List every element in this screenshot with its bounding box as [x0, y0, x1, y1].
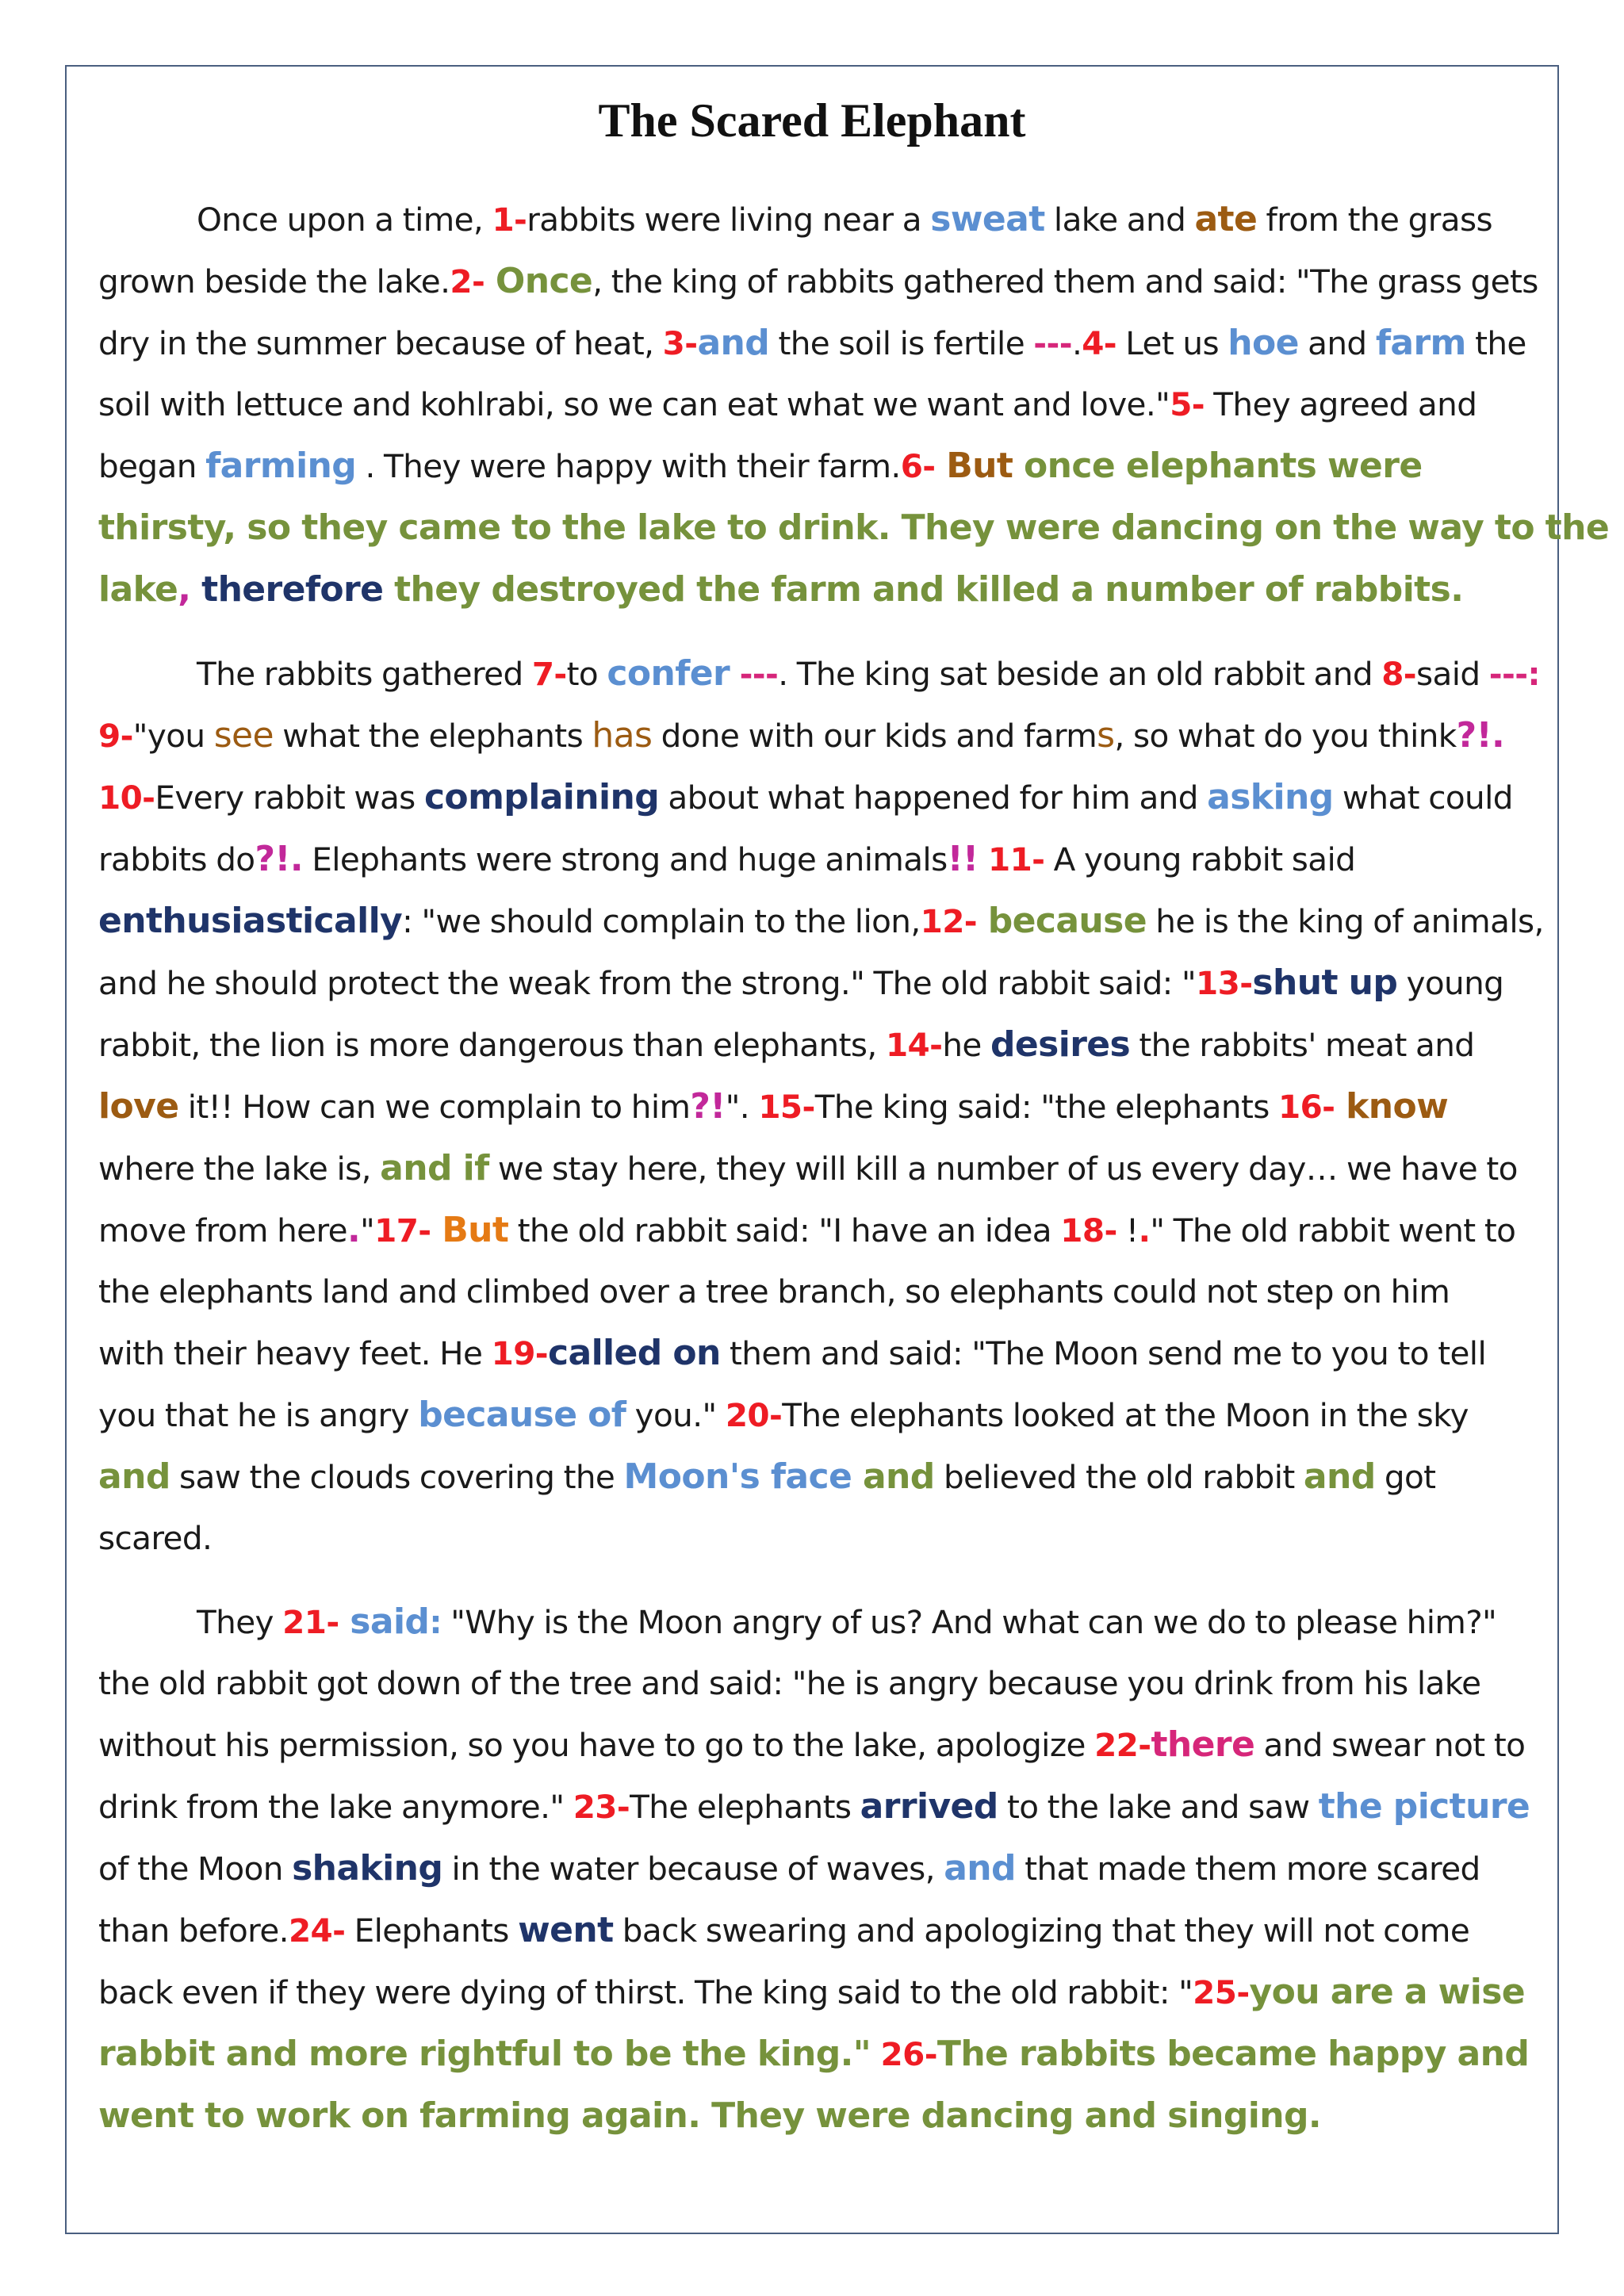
text-segment: and: [697, 323, 770, 363]
text-line: [98, 559, 1542, 621]
text-line: [98, 890, 1542, 952]
text-segment: Elephants: [345, 1911, 519, 1950]
text-segment: . The king sat beside an old rabbit and: [778, 655, 1382, 693]
text-segment: the soil is fertile: [769, 324, 1034, 362]
text-segment: began: [98, 447, 206, 485]
text-line: [98, 1900, 1542, 1961]
text-line: [98, 1076, 1542, 1138]
text-segment: ?!.: [1456, 715, 1505, 756]
text-segment: the old rabbit got down of the tree and said: "he is angry because you drink from his lake: [98, 1664, 1481, 1702]
text-segment: The elephants looked at the Moon in the sky: [782, 1396, 1469, 1434]
text-segment: and: [98, 1456, 170, 1497]
text-segment: said: [339, 1601, 430, 1642]
text-segment: , the king of rabbits gathered them and said: "The grass gets: [592, 262, 1538, 300]
text-segment: once elephants were: [1013, 446, 1423, 486]
text-segment: They agreed and: [1204, 385, 1477, 423]
text-line: [98, 952, 1542, 1014]
story-paragraph: [98, 643, 1542, 1569]
text-segment: !!: [947, 839, 979, 879]
text-segment: Let us: [1116, 324, 1228, 362]
text-segment: saw the clouds covering the: [170, 1458, 624, 1496]
text-segment: therefore: [190, 569, 384, 610]
text-line: [98, 312, 1542, 374]
text-segment: than before.: [98, 1911, 289, 1950]
text-segment: the picture: [1318, 1786, 1530, 1827]
story-paragraph: [98, 1591, 1542, 2147]
text-segment: we stay here, they will kill a number of us every day… we have to: [488, 1150, 1518, 1188]
text-line: [98, 2023, 1542, 2085]
text-segment: back even if they were dying of thirst. The king said to the old rabbit: ": [98, 1973, 1193, 2011]
text-segment: because: [977, 901, 1147, 941]
text-segment: desires: [990, 1024, 1131, 1065]
text-segment: you.": [626, 1396, 726, 1434]
text-segment: rabbits do: [98, 840, 255, 878]
text-segment: young: [1397, 964, 1504, 1002]
paragraph-gap: [98, 1569, 1542, 1591]
text-segment: that made them more scared: [1015, 1850, 1480, 1888]
sentence-number: 5-: [1170, 385, 1205, 423]
text-segment: and: [852, 1456, 935, 1497]
text-segment: ,: [178, 569, 191, 610]
text-segment: to the lake and saw: [998, 1788, 1319, 1826]
text-segment: he: [942, 1026, 990, 1064]
text-segment: hoe: [1228, 323, 1299, 363]
text-line: [98, 1653, 1542, 1714]
text-segment: and if: [380, 1148, 489, 1188]
sentence-number: 3-: [662, 324, 698, 362]
text-segment: The king said: "the elephants: [814, 1088, 1279, 1126]
text-segment: shaking: [292, 1848, 443, 1888]
text-line: [98, 1322, 1542, 1384]
text-segment: and: [1303, 1456, 1376, 1497]
sentence-number: 12-: [920, 902, 977, 940]
text-segment: ---: [1033, 324, 1072, 362]
text-segment: it!! How can we complain to him: [178, 1088, 691, 1126]
text-segment: rabbit and more rightful to be the king.": [98, 2034, 871, 2074]
text-line: [98, 1591, 1542, 1653]
text-segment: drink from the lake anymore.": [98, 1788, 573, 1826]
text-line: [98, 189, 1542, 251]
sentence-number: 10-: [98, 779, 155, 817]
sentence-number: 8-: [1381, 655, 1417, 693]
text-segment: where the lake is,: [98, 1150, 381, 1188]
text-segment: dry in the summer because of heat,: [98, 324, 663, 362]
text-line: [98, 1138, 1542, 1200]
text-segment: rabbits were living near a: [527, 201, 931, 239]
text-segment: shut up: [1252, 962, 1398, 1003]
text-segment: called on: [548, 1333, 721, 1373]
text-segment: and: [944, 1848, 1016, 1888]
text-line: [98, 1961, 1542, 2023]
text-segment: arrived: [860, 1786, 998, 1827]
text-segment: ": [360, 1211, 375, 1249]
text-line: [98, 705, 1542, 767]
text-segment: has: [592, 715, 653, 756]
text-line: [98, 828, 1542, 890]
text-segment: , so what do you think: [1114, 717, 1457, 755]
text-segment: went: [518, 1910, 614, 1950]
sentence-number: 21-: [282, 1603, 339, 1641]
text-segment: .: [1071, 324, 1082, 362]
text-segment: back swearing and apologizing that they will not come: [613, 1911, 1470, 1950]
document-title: The Scared Elephant: [598, 94, 1026, 147]
text-segment: soil with lettuce and kohlrabi, so we can eat what we want and love.": [98, 385, 1170, 423]
sentence-number: 22-: [1094, 1726, 1151, 1764]
text-segment: "you: [132, 717, 214, 755]
text-segment: the elephants land and climbed over a tree branch, so elephants could not step on him: [98, 1272, 1450, 1311]
text-segment: know: [1335, 1086, 1449, 1127]
sentence-number: 24-: [288, 1911, 346, 1950]
sentence-number: 18-: [1060, 1211, 1117, 1249]
sentence-number: 7-: [531, 655, 567, 693]
text-line: [98, 1838, 1542, 1900]
text-segment: said: [1416, 655, 1489, 693]
text-segment: ate: [1194, 199, 1258, 239]
paragraph-gap: [98, 621, 1542, 643]
text-segment: ?!: [690, 1086, 726, 1127]
sentence-number: 6-: [900, 447, 936, 485]
text-segment: lake: [98, 569, 178, 610]
text-segment: of the Moon: [98, 1850, 293, 1888]
sentence-number: 19-: [491, 1334, 548, 1372]
text-segment: and: [1298, 324, 1376, 362]
text-segment: what could: [1333, 779, 1513, 817]
text-segment: the rabbits' meat and: [1130, 1026, 1475, 1064]
text-segment: went to work on farming again. They were dancing and singing.: [98, 2095, 1321, 2136]
text-segment: Once upon a time,: [197, 201, 492, 239]
text-line: [98, 1200, 1542, 1261]
text-segment: complaining: [423, 777, 660, 817]
text-segment: believed the old rabbit: [934, 1458, 1304, 1496]
story-paragraph: [98, 189, 1610, 621]
text-segment: there: [1151, 1724, 1255, 1765]
text-line: [98, 2085, 1542, 2147]
sentence-number: 23-: [573, 1788, 630, 1826]
sentence-number: .: [1138, 1211, 1151, 1249]
text-segment: scared.: [98, 1519, 213, 1557]
text-segment: you are a wise: [1249, 1972, 1526, 2012]
text-segment: asking: [1207, 777, 1334, 817]
text-segment: enthusiastically: [98, 901, 403, 941]
text-segment: what the elephants: [273, 717, 592, 755]
text-segment: s: [1097, 715, 1115, 756]
text-segment: got: [1375, 1458, 1436, 1496]
text-segment: farming: [205, 446, 357, 486]
text-segment: confer: [607, 653, 730, 694]
text-segment: Every rabbit was: [155, 779, 424, 817]
sentence-number: 1-: [492, 201, 527, 239]
text-segment: love: [98, 1086, 179, 1127]
text-segment: They: [197, 1603, 283, 1641]
text-line: [98, 767, 1542, 828]
text-segment: they destroyed the farm and killed a number of rabbits.: [383, 569, 1464, 610]
text-line: [98, 1508, 1542, 1569]
text-line: [98, 1776, 1542, 1838]
text-segment: with their heavy feet. He: [98, 1334, 492, 1372]
text-segment: them and said: "The Moon send me to you to tell: [720, 1334, 1487, 1372]
text-segment: done with our kids and farm: [652, 717, 1097, 755]
text-segment: !: [1116, 1211, 1139, 1249]
text-segment: you that he is angry: [98, 1396, 419, 1434]
text-segment: he is the king of animals,: [1147, 902, 1544, 940]
text-segment: about what happened for him and: [659, 779, 1208, 817]
text-segment: ---: [730, 655, 779, 693]
text-segment: the old rabbit said: "I have an idea: [508, 1211, 1061, 1249]
text-segment: . They were happy with their farm.: [356, 447, 901, 485]
text-segment: and he should protect the weak from the strong." The old rabbit said: ": [98, 964, 1197, 1002]
text-segment: grown beside the lake.: [98, 262, 450, 300]
text-line: [98, 643, 1542, 705]
text-line: [98, 435, 1542, 497]
text-line: [98, 1446, 1542, 1508]
sentence-number: 13-: [1196, 964, 1253, 1002]
text-segment: "Why is the Moon angry of us? And what can we do to please him?": [441, 1603, 1497, 1641]
text-segment: ?!.: [255, 839, 303, 879]
sentence-number: 15-: [758, 1088, 815, 1126]
text-segment: Moon's face: [623, 1456, 852, 1497]
text-line: [98, 1261, 1542, 1322]
sentence-number: 11-: [978, 840, 1045, 878]
text-segment: to: [566, 655, 607, 693]
text-segment: thirsty, so they came to the lake to drink. They were dancing on the way to the: [98, 507, 1610, 548]
text-segment: The rabbits gathered: [197, 655, 532, 693]
text-line: [98, 497, 1610, 559]
sentence-number: 17-: [374, 1211, 431, 1249]
text-segment: The elephants: [630, 1788, 860, 1826]
text-segment: see: [213, 715, 274, 756]
text-segment: .: [347, 1210, 361, 1250]
sentence-number: 4-: [1082, 324, 1117, 362]
text-segment: : "we should complain to the lion,: [402, 902, 921, 940]
sentence-number: 9-: [98, 717, 133, 755]
sentence-number: 16-: [1278, 1088, 1335, 1126]
text-segment: without his permission, so you have to go to the lake, apologize: [98, 1726, 1095, 1764]
text-segment: from the grass: [1257, 201, 1492, 239]
text-segment: But: [935, 446, 1013, 486]
text-segment: " The old rabbit went to: [1150, 1211, 1516, 1249]
text-segment: in the water because of waves,: [442, 1850, 944, 1888]
story-body: [98, 189, 1610, 2147]
text-segment: farm: [1375, 323, 1466, 363]
text-segment: ".: [725, 1088, 759, 1126]
text-segment: rabbit, the lion is more dangerous than elephants,: [98, 1026, 886, 1064]
text-segment: because of: [418, 1395, 626, 1435]
text-segment: ---:: [1488, 655, 1541, 693]
text-segment: Elephants were strong and huge animals: [303, 840, 948, 878]
sentence-number: 25-: [1193, 1973, 1250, 2011]
text-segment: the: [1465, 324, 1526, 362]
sentence-number: 20-: [725, 1396, 783, 1434]
text-segment: move from here: [98, 1211, 347, 1249]
text-segment: Once: [485, 261, 593, 301]
sentence-number: 14-: [885, 1026, 943, 1064]
text-line: [98, 251, 1542, 312]
text-segment: The rabbits became happy and: [936, 2034, 1530, 2074]
text-segment: and swear not to: [1254, 1726, 1526, 1764]
text-segment: But: [431, 1210, 509, 1250]
text-segment: A young rabbit said: [1044, 840, 1356, 878]
text-line: [98, 1384, 1542, 1446]
text-segment: :: [429, 1603, 442, 1641]
text-segment: lake and: [1044, 201, 1195, 239]
text-segment: sweat: [930, 199, 1045, 239]
text-line: [98, 1714, 1542, 1776]
text-line: [98, 1014, 1542, 1076]
text-line: [98, 374, 1542, 435]
sentence-number: 26-: [871, 2035, 937, 2073]
sentence-number: 2-: [450, 262, 485, 300]
